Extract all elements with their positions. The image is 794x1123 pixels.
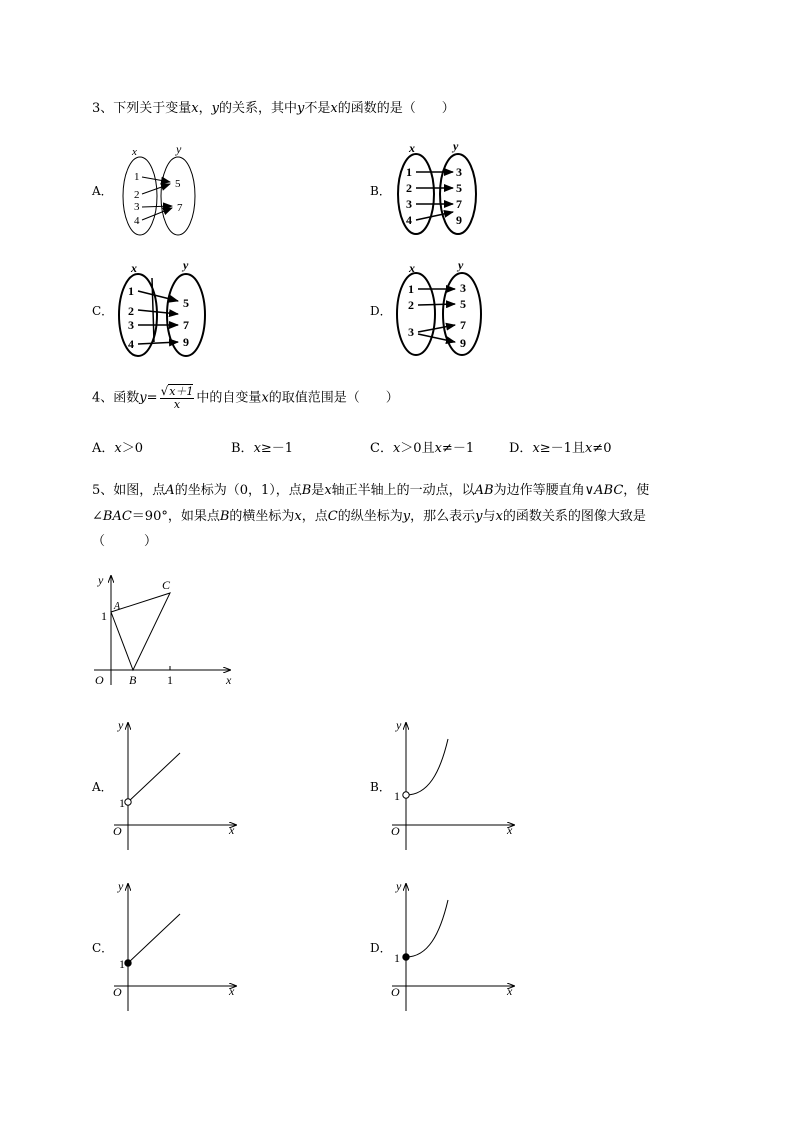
graph-a-line [128, 753, 180, 802]
q3-option-d-mapping [392, 258, 492, 362]
q3c-x4: 4 [128, 337, 134, 351]
q3c-cross-line [152, 278, 154, 342]
q3c-arrow-1 [138, 291, 178, 301]
q5-graph-c [110, 876, 250, 1016]
q3a-y5: 5 [175, 178, 181, 190]
q3d-arrow-4 [418, 334, 455, 342]
graph-d-one: 1 [394, 951, 400, 965]
graph-d-y-label: y [396, 879, 402, 893]
graph-b-curve [406, 739, 448, 795]
q3b-x2: 2 [406, 181, 412, 195]
q4-fraction: $\frac{√x+1}{x}$ [160, 384, 194, 411]
q3a-y-set [161, 157, 195, 235]
q3b-y9: 9 [456, 213, 462, 227]
graph-a-x-label: x [229, 823, 235, 837]
fig-x-label: x [226, 673, 232, 687]
graph-a-origin: O [113, 824, 122, 838]
q3c-y7: 7 [183, 318, 189, 332]
q3c-x3: 3 [128, 318, 134, 332]
q4-option-d: D．x≥－1且x≠0 [509, 441, 612, 456]
q3d-x1: 1 [408, 282, 414, 296]
q3a-x-label: x [132, 146, 137, 158]
q3d-y5: 5 [460, 297, 466, 311]
q3b-y3: 3 [456, 165, 462, 179]
graph-c-y-label: y [118, 879, 124, 893]
q3-option-c-label: C． [92, 304, 114, 318]
q3-number: 3、 [92, 101, 114, 116]
q5-option-a-label: A． [92, 780, 113, 794]
q3-stem: 3、下列关于变量x，y的关系，其中y不是x的函数的是（ ） [92, 101, 455, 116]
q3b-arrow-4 [416, 212, 453, 220]
q3b-y-label: y [453, 139, 459, 153]
q3d-arrow-3 [418, 325, 455, 332]
graph-c-origin: O [113, 985, 122, 999]
q3d-y7: 7 [460, 318, 466, 332]
q3d-y3: 3 [460, 281, 466, 295]
q4-option-c: C．x＞0且x≠－1 [370, 441, 475, 456]
graph-b-one: 1 [394, 789, 400, 803]
fig-x-one: 1 [167, 673, 173, 687]
graph-b-origin: O [391, 824, 400, 838]
q3a-arrow-3 [142, 206, 172, 207]
q3b-x-set [398, 154, 434, 234]
q3-option-b-label: B． [370, 184, 391, 198]
q3-option-b-mapping [392, 138, 492, 240]
q3a-x3: 3 [134, 201, 140, 213]
q3a-arrow-4 [142, 208, 172, 220]
graph-b-y-label: y [396, 718, 402, 732]
q3c-y5: 5 [183, 296, 189, 310]
q3-option-d-label: D． [370, 304, 392, 318]
q3a-x2: 2 [134, 189, 140, 201]
q5-option-b-label: B． [370, 780, 391, 794]
q5-number: 5、 [92, 483, 114, 498]
fig-y-label: y [98, 573, 104, 587]
q5-graph-a [110, 715, 250, 855]
graph-c-line [128, 914, 180, 963]
fig-origin-label: O [95, 673, 104, 687]
q3d-x-set [397, 273, 435, 355]
q3a-x4: 4 [134, 215, 140, 227]
q5-option-d-label: D． [370, 941, 392, 955]
q3-option-a-mapping [118, 140, 208, 240]
q3d-y9: 9 [460, 336, 466, 350]
q3c-x-label: x [131, 261, 137, 275]
graph-d-x-label: x [507, 984, 513, 998]
q3a-y7: 7 [177, 202, 183, 214]
graph-c-x-label: x [229, 984, 235, 998]
q3d-x2: 2 [408, 298, 414, 312]
graph-a-y-label: y [118, 718, 124, 732]
q4-number: 4、 [92, 390, 114, 406]
q3c-arrow-2 [138, 310, 178, 314]
q3a-x1: 1 [134, 171, 140, 183]
q3d-x-label: x [409, 261, 415, 275]
q3b-y5: 5 [456, 181, 462, 195]
q5-stem-line-1: 5、如图，点A的坐标为（0，1），点B是x轴正半轴上的一动点，以AB为边作等腰直角∨ABC，使 [92, 483, 650, 498]
q3c-y9: 9 [183, 335, 189, 349]
q5-triangle-figure [90, 570, 240, 690]
q3b-x3: 3 [406, 197, 412, 211]
fig-point-a: A [114, 601, 121, 612]
fig-point-b: B [129, 673, 137, 687]
q5-option-c-label: C． [92, 941, 114, 955]
q3b-x1: 1 [406, 165, 412, 179]
q3-option-c-mapping [114, 258, 214, 362]
graph-c-filled-point [125, 960, 131, 966]
graph-a-open-point [125, 799, 131, 805]
q3c-x2: 2 [128, 304, 134, 318]
graph-d-curve [406, 900, 448, 957]
q3d-x3: 3 [408, 325, 414, 339]
q5-graph-d [388, 876, 528, 1016]
q3c-x1: 1 [128, 284, 134, 298]
q3b-y7: 7 [456, 197, 462, 211]
graph-b-x-label: x [507, 823, 513, 837]
q5-graph-b [388, 715, 528, 855]
graph-d-filled-point [403, 954, 409, 960]
q4-option-a: A．x＞0 [92, 441, 144, 456]
q3b-x-label: x [409, 141, 415, 155]
graph-a-one: 1 [119, 796, 125, 810]
graph-b-open-point [403, 792, 409, 798]
graph-c-one: 1 [119, 957, 125, 971]
q4-stem: 4、函数y= $\frac{√x+1}{x}$ 中的自变量x的取值范围是（ ） [92, 384, 399, 411]
q3d-arrow-2 [418, 304, 455, 305]
q3a-y-label: y [176, 142, 182, 156]
q5-answer-blank: （ ） [92, 534, 158, 549]
q5-stem-line-2: ∠BAC＝90°，如果点B的横坐标为x，点C的纵坐标为y，那么表示y与x的函数关系的图像大致是 [92, 509, 646, 524]
q4-option-b: B．x≥－1 [231, 441, 294, 456]
q3c-y-label: y [183, 258, 189, 272]
q3b-x4: 4 [406, 213, 412, 227]
fig-point-c: C [162, 578, 171, 592]
fig-y-one: 1 [101, 609, 107, 623]
q3d-y-label: y [458, 258, 464, 272]
q3a-x-set [123, 157, 157, 235]
graph-d-origin: O [391, 985, 400, 999]
q3-option-a-label: A． [92, 184, 113, 198]
